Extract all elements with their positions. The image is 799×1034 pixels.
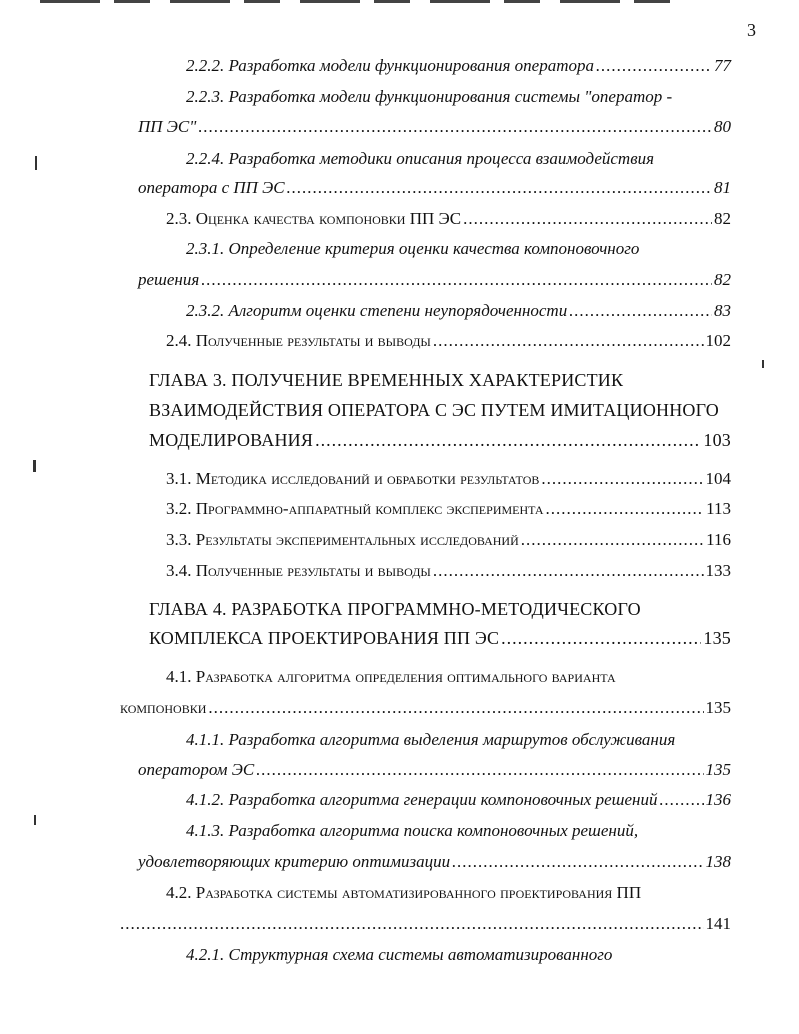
page-number: 3 bbox=[747, 20, 756, 40]
toc-page: 82 bbox=[714, 209, 731, 228]
toc-title: решения bbox=[138, 270, 200, 289]
toc-page: 138 bbox=[705, 852, 731, 871]
toc-title: 3.3. Результаты экспериментальных исследований bbox=[166, 530, 519, 549]
toc-title: 2.2.2. Разработка модели функционирования оператора bbox=[186, 56, 595, 75]
toc-entry-2-3[interactable] bbox=[166, 208, 731, 230]
toc-title: 3.2. Программно-аппаратный комплекс эксперимента bbox=[166, 499, 544, 518]
toc-page: 136 bbox=[705, 790, 731, 809]
scan-speck bbox=[33, 460, 36, 472]
toc-title: 3.1. Методика исследований и обработки результатов bbox=[166, 469, 540, 488]
toc-chapter-4[interactable] bbox=[149, 627, 731, 649]
scan-speck bbox=[35, 156, 37, 170]
toc-page: 103 bbox=[703, 430, 731, 450]
toc-entry-4-1-2[interactable] bbox=[186, 789, 731, 811]
chapter-3-title-line1: ГЛАВА 3. ПОЛУЧЕНИЕ ВРЕМЕННЫХ ХАРАКТЕРИСТИК bbox=[149, 370, 624, 390]
dot-leader bbox=[433, 560, 704, 582]
toc-entry-4-1[interactable] bbox=[120, 697, 731, 719]
toc-title: ПП ЭС" bbox=[138, 117, 197, 136]
toc-entry-4-2-1-line1: 4.2.1. Структурная схема системы автоматизированного bbox=[186, 945, 613, 964]
toc-entry-2-2-3[interactable] bbox=[138, 116, 731, 138]
toc-page: 135 bbox=[703, 628, 731, 648]
toc-page: 133 bbox=[705, 561, 731, 580]
toc-page: 77 bbox=[714, 56, 731, 75]
scan-speck bbox=[34, 815, 36, 825]
dot-leader bbox=[256, 759, 703, 781]
scan-speck bbox=[762, 360, 764, 368]
toc-page: 82 bbox=[714, 270, 731, 289]
toc-entry-2-3-1[interactable] bbox=[138, 269, 731, 291]
dot-leader bbox=[541, 468, 703, 490]
toc-entry-3-3[interactable] bbox=[166, 529, 731, 551]
toc-page: 81 bbox=[714, 178, 731, 197]
toc-page: 116 bbox=[706, 530, 731, 549]
dot-leader bbox=[569, 300, 712, 322]
toc-entry-2-2-4[interactable] bbox=[138, 177, 731, 199]
toc-page: 104 bbox=[705, 469, 731, 488]
toc-title: МОДЕЛИРОВАНИЯ bbox=[149, 430, 314, 450]
toc-title: компоновки bbox=[120, 698, 207, 717]
toc-page: 80 bbox=[714, 117, 731, 136]
toc-title: 2.4. Полученные результаты и выводы bbox=[166, 331, 431, 350]
chapter-4-title-line1: ГЛАВА 4. РАЗРАБОТКА ПРОГРАММНО-МЕТОДИЧЕСКОГО bbox=[149, 599, 641, 619]
dot-leader bbox=[659, 789, 703, 811]
dot-leader bbox=[596, 55, 712, 77]
dot-leader bbox=[452, 851, 703, 873]
toc-entry-4-2[interactable] bbox=[120, 913, 731, 935]
toc-entry-4-1-3-line1: 4.1.3. Разработка алгоритма поиска компоновочных решений, bbox=[186, 821, 639, 840]
dot-leader bbox=[546, 498, 705, 520]
toc-entry-4-1-3[interactable] bbox=[138, 851, 731, 873]
toc-page: 83 bbox=[714, 301, 731, 320]
dot-leader bbox=[198, 116, 712, 138]
toc-title: оператором ЭС bbox=[138, 760, 255, 779]
toc-entry-2-3-2[interactable] bbox=[186, 300, 731, 322]
toc-chapter-3[interactable] bbox=[149, 429, 731, 451]
chapter-3-title-line2: ВЗАИМОДЕЙСТВИЯ ОПЕРАТОРА С ЭС ПУТЕМ ИМИТАЦИОННОГО bbox=[149, 400, 719, 420]
toc-entry-4-1-line1: 4.1. Разработка алгоритма определения оптимального варианта bbox=[166, 667, 616, 686]
toc-entry-4-2-line1: 4.2. Разработка системы автоматизированного проектирования ПП bbox=[166, 883, 642, 902]
dot-leader bbox=[208, 697, 703, 719]
toc-title: КОМПЛЕКСА ПРОЕКТИРОВАНИЯ ПП ЭС bbox=[149, 628, 500, 648]
toc-title: оператора с ПП ЭС bbox=[138, 178, 285, 197]
dot-leader bbox=[501, 627, 701, 649]
dot-leader bbox=[201, 269, 712, 291]
toc-entry-2-4[interactable] bbox=[166, 330, 731, 352]
toc-entry-3-2[interactable] bbox=[166, 498, 731, 520]
dot-leader bbox=[463, 208, 712, 230]
toc-entry-4-1-1-line1: 4.1.1. Разработка алгоритма выделения маршрутов обслуживания bbox=[186, 730, 676, 749]
toc-page: 135 bbox=[705, 760, 731, 779]
toc-page: 113 bbox=[706, 499, 731, 518]
toc-entry-3-1[interactable] bbox=[166, 468, 731, 490]
toc-entry-2-2-3-line1: 2.2.3. Разработка модели функционирования системы "оператор - bbox=[186, 87, 673, 106]
toc-entry-2-2-2[interactable] bbox=[186, 55, 731, 77]
toc-title: 2.3.2. Алгоритм оценки степени неупорядоченности bbox=[186, 301, 568, 320]
dot-leader bbox=[120, 913, 704, 935]
toc-entry-3-4[interactable] bbox=[166, 560, 731, 582]
toc-page: 141 bbox=[705, 914, 731, 933]
toc-title: 4.1.2. Разработка алгоритма генерации компоновочных решений bbox=[186, 790, 658, 809]
dot-leader bbox=[433, 330, 704, 352]
scan-top-rule bbox=[40, 0, 680, 3]
dot-leader bbox=[315, 429, 701, 451]
toc-title: 2.3. Оценка качества компоновки ПП ЭС bbox=[166, 209, 462, 228]
dot-leader bbox=[521, 529, 704, 551]
toc-page: 102 bbox=[705, 331, 731, 350]
toc-title: удовлетворяющих критерию оптимизации bbox=[138, 852, 451, 871]
toc-entry-2-3-1-line1: 2.3.1. Определение критерия оценки качества компоновочного bbox=[186, 239, 640, 258]
toc-entry-4-1-1[interactable] bbox=[138, 759, 731, 781]
toc-page: 135 bbox=[705, 698, 731, 717]
dot-leader bbox=[287, 177, 712, 199]
toc-entry-2-2-4-line1: 2.2.4. Разработка методики описания процесса взаимодействия bbox=[186, 149, 654, 168]
toc-title: 3.4. Полученные результаты и выводы bbox=[166, 561, 431, 580]
